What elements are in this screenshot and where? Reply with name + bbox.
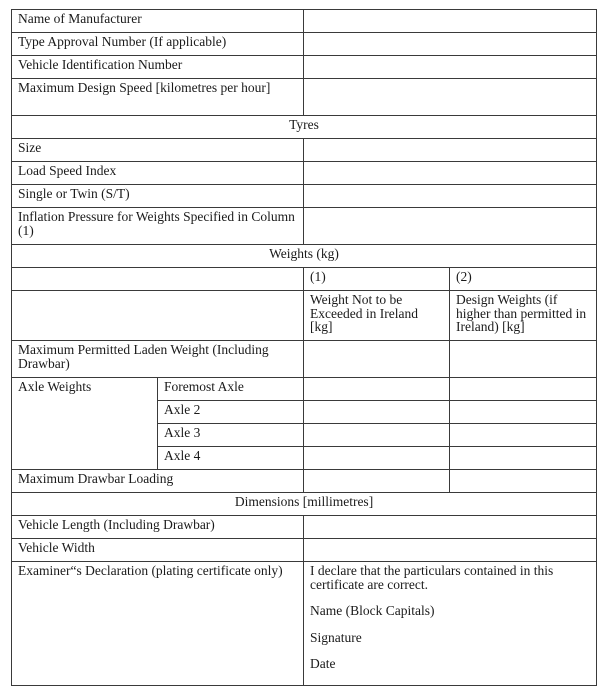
dimensions-header-row bbox=[12, 493, 597, 516]
tyres-header-row bbox=[12, 116, 597, 139]
label-axle-weights: Axle Weights bbox=[12, 378, 158, 470]
field-axle-3-col2[interactable] bbox=[450, 424, 597, 447]
row-type-approval bbox=[12, 33, 597, 56]
row-vehicle-length bbox=[12, 516, 597, 539]
field-load-speed[interactable] bbox=[304, 162, 597, 185]
label-vehicle-length: Vehicle Length (Including Drawbar) bbox=[12, 516, 304, 539]
declaration-date-label: Date bbox=[310, 656, 336, 671]
row-inflation bbox=[12, 208, 597, 245]
declaration-statement: I declare that the particulars contained in this certificate are correct. bbox=[310, 563, 554, 592]
label-manufacturer: Name of Manufacturer bbox=[12, 10, 304, 33]
field-axle-foremost-col2[interactable] bbox=[450, 378, 597, 401]
row-load-speed bbox=[12, 162, 597, 185]
row-vin bbox=[12, 56, 597, 79]
weights-column-label-row bbox=[12, 291, 597, 341]
label-type-approval: Type Approval Number (If applicable) bbox=[12, 33, 304, 56]
row-axle-foremost bbox=[12, 378, 597, 401]
field-single-twin[interactable] bbox=[304, 185, 597, 208]
row-vehicle-width bbox=[12, 539, 597, 562]
field-axle-2-col2[interactable] bbox=[450, 401, 597, 424]
label-max-speed: Maximum Design Speed [kilometres per hour] bbox=[12, 79, 304, 116]
blank-cell bbox=[12, 268, 304, 291]
row-drawbar-loading bbox=[12, 470, 597, 493]
field-vehicle-length[interactable] bbox=[304, 516, 597, 539]
row-max-speed bbox=[12, 79, 597, 116]
declaration-signature-label: Signature bbox=[310, 629, 362, 645]
field-axle-4-col2[interactable] bbox=[450, 447, 597, 470]
label-tyre-size: Size bbox=[12, 139, 304, 162]
field-max-laden-col1[interactable] bbox=[304, 341, 450, 378]
label-inflation: Inflation Pressure for Weights Specified in Column (1) bbox=[12, 208, 304, 245]
field-vehicle-width[interactable] bbox=[304, 539, 597, 562]
declaration-block[interactable] bbox=[304, 562, 597, 686]
row-max-laden-weight bbox=[12, 341, 597, 378]
weights-column-number-row bbox=[12, 268, 597, 291]
dimensions-heading: Dimensions [millimetres] bbox=[12, 493, 597, 516]
label-axle-4: Axle 4 bbox=[158, 447, 304, 470]
label-single-twin: Single or Twin (S/T) bbox=[12, 185, 304, 208]
label-max-laden-weight: Maximum Permitted Laden Weight (Including Drawbar) bbox=[12, 341, 304, 378]
weights-header-row bbox=[12, 245, 597, 268]
field-max-speed[interactable] bbox=[304, 79, 597, 116]
label-axle-foremost: Foremost Axle bbox=[158, 378, 304, 401]
field-inflation[interactable] bbox=[304, 208, 597, 245]
declaration-name-label: Name (Block Capitals) bbox=[310, 603, 435, 618]
column-2-label: Design Weights (if higher than permitted in Ireland) [kg] bbox=[450, 291, 597, 341]
field-max-laden-col2[interactable] bbox=[450, 341, 597, 378]
field-axle-4-col1[interactable] bbox=[304, 447, 450, 470]
field-axle-foremost-col1[interactable] bbox=[304, 378, 450, 401]
label-axle-3: Axle 3 bbox=[158, 424, 304, 447]
weights-heading: Weights (kg) bbox=[12, 245, 597, 268]
field-axle-3-col1[interactable] bbox=[304, 424, 450, 447]
row-manufacturer bbox=[12, 10, 597, 33]
blank-cell bbox=[12, 291, 304, 341]
field-type-approval[interactable] bbox=[304, 33, 597, 56]
label-vin: Vehicle Identification Number bbox=[12, 56, 304, 79]
row-declaration bbox=[12, 562, 597, 686]
field-manufacturer[interactable] bbox=[304, 10, 597, 33]
label-load-speed: Load Speed Index bbox=[12, 162, 304, 185]
field-tyre-size[interactable] bbox=[304, 139, 597, 162]
field-axle-2-col1[interactable] bbox=[304, 401, 450, 424]
vehicle-plating-form bbox=[11, 9, 597, 686]
label-declaration: Examiner“s Declaration (plating certificate only) bbox=[12, 562, 304, 686]
label-axle-2: Axle 2 bbox=[158, 401, 304, 424]
column-2-number: (2) bbox=[450, 268, 597, 291]
tyres-heading: Tyres bbox=[12, 116, 597, 139]
field-drawbar-col2[interactable] bbox=[450, 470, 597, 493]
column-1-label: Weight Not to be Exceeded in Ireland [kg] bbox=[304, 291, 450, 341]
field-vin[interactable] bbox=[304, 56, 597, 79]
label-drawbar-loading: Maximum Drawbar Loading bbox=[12, 470, 304, 493]
row-single-twin bbox=[12, 185, 597, 208]
field-drawbar-col1[interactable] bbox=[304, 470, 450, 493]
row-tyre-size bbox=[12, 139, 597, 162]
column-1-number: (1) bbox=[304, 268, 450, 291]
label-vehicle-width: Vehicle Width bbox=[12, 539, 304, 562]
